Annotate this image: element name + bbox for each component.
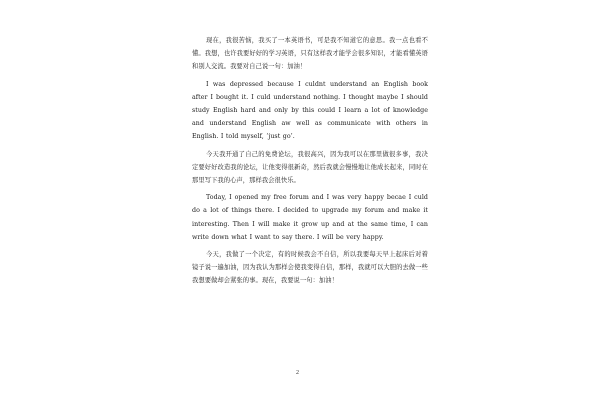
- paragraph-english-1: I was depressed because I culdnt understand an English book after I bought it. I culd understand nothing. I thought maybe I should study English hard and only by this could I learn a lot of knowledge and understand English aw well as communicate with others in English. I told myself, ‘just go’.: [192, 80, 428, 141]
- page-number: 2: [296, 370, 299, 376]
- paragraph-chinese-2: 今天我开通了自己的免费论坛，我很高兴，因为我可以在那里做很多事，我决定要好好改造我的论坛，让他变得很新奇，然后我就会慢慢地让他成长起来，同时在那里写下我的心声，那样我会很快乐。: [192, 150, 428, 185]
- paragraph-chinese-3: 今天，我做了一个决定，有的时候我会不自信，所以我要每天早上起床后对着镜子说一遍加油，因为我认为那样会使我变得自信，那样，我就可以大胆的去做一些我想要做却会紧张的事。现在，我要说一句：加油！: [192, 251, 428, 285]
- paragraph-chinese-1: 现在，我很苦恼，我买了一本英语书，可是我不知道它的意思。我一点也看不懂。我想，也许我要好好的学习英语，只有这样我才能学会很多知识，才能看懂英语和别人交流。我要对自己说一句：加油！: [192, 37, 428, 71]
- body-text: [192, 34, 428, 292]
- paragraph-english-2: Today, I opened my free forum and I was very happy becae I culd do a lot of things there. I decided to upgrade my forum and make it interesting. Then I will make it grow up and at the same time, I can write down what I want to say there. I will be very happy.: [192, 194, 428, 241]
